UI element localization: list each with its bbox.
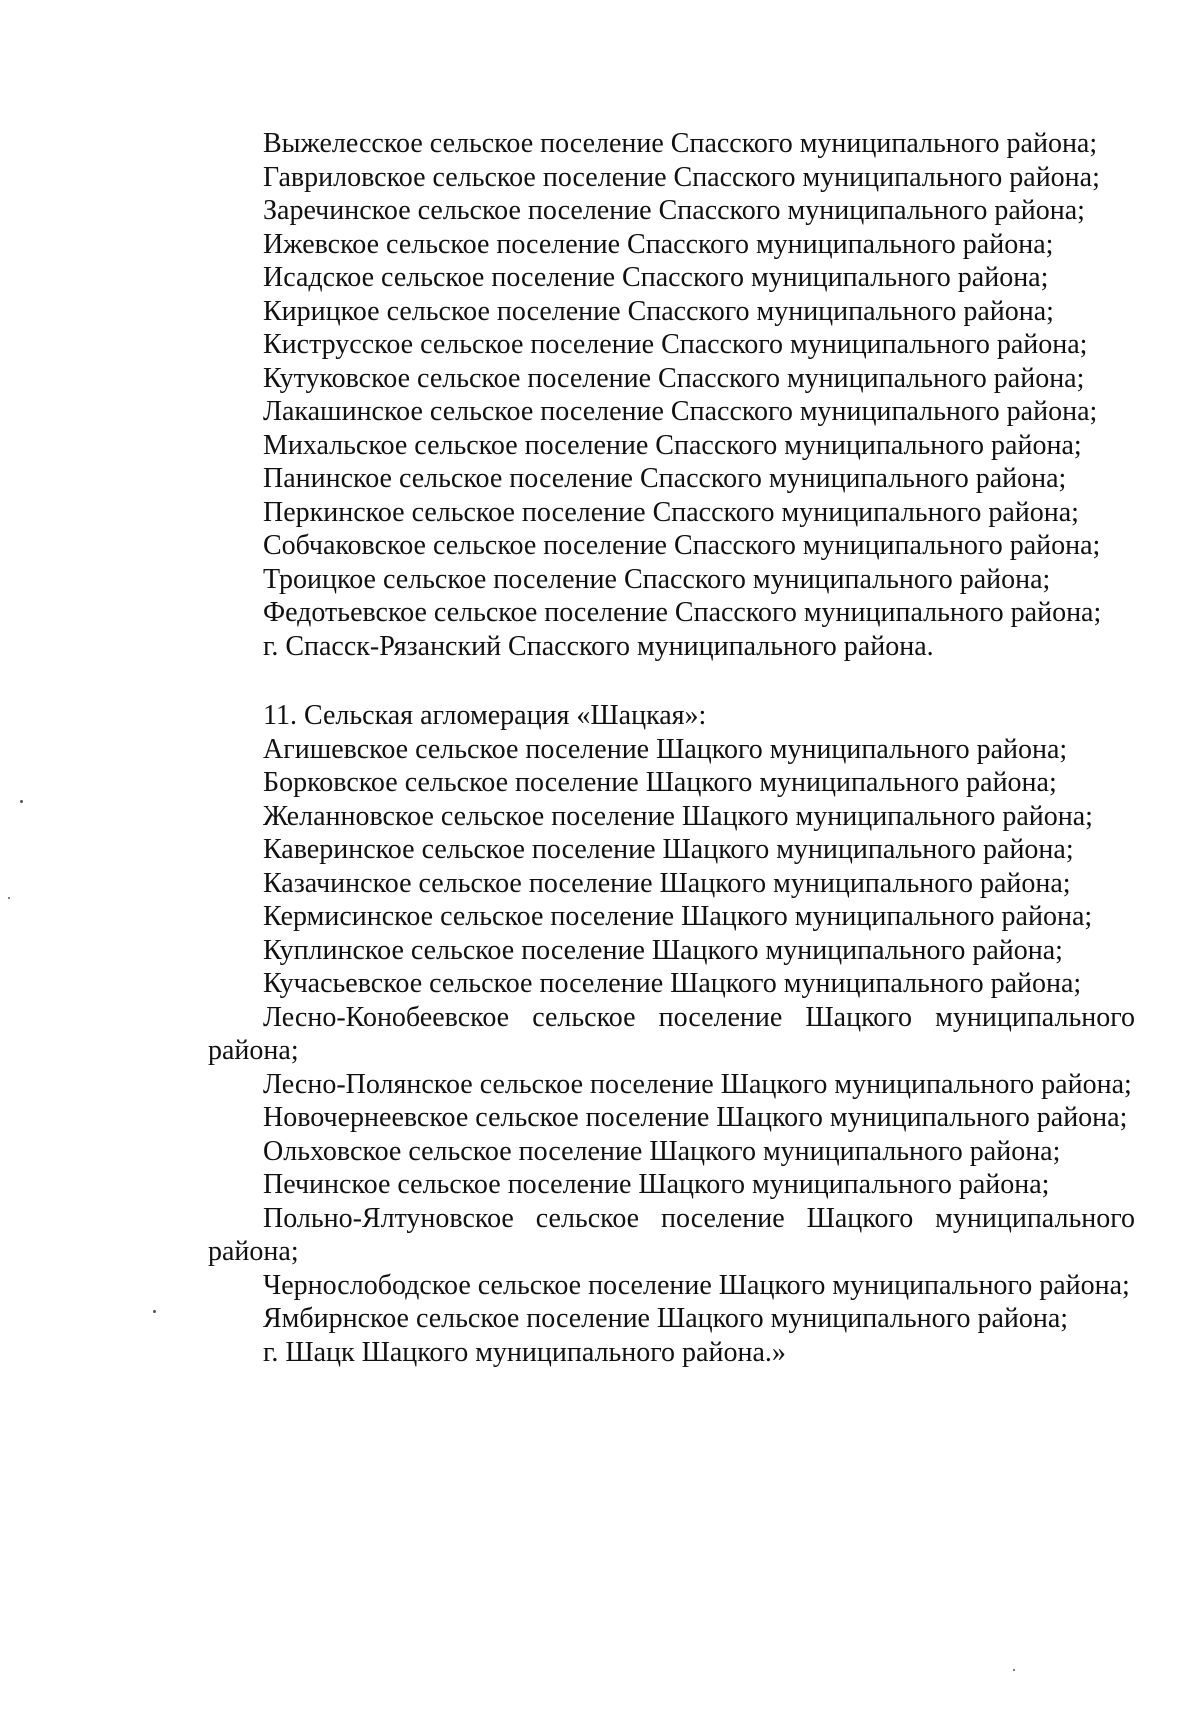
list-item: Польно-Ялтуновское сельское поселение Шацкого муниципального района; <box>208 1202 1135 1267</box>
list-item: Кирицкое сельское поселение Спасского муниципального района; <box>263 295 1054 327</box>
list-item: Кучасьевское сельское поселение Шацкого муниципального района; <box>263 968 1082 999</box>
list-item: Собчаковское сельское поселение Спасского муниципального района; <box>263 530 1101 561</box>
list-item: Троицкое сельское поселение Спасского муниципального района; <box>263 563 1051 595</box>
list-item: Куплинское сельское поселение Шацкого муниципального района; <box>263 934 1063 966</box>
shatsk-agglomeration-section <box>208 699 1135 1369</box>
scan-speck <box>1013 1669 1015 1671</box>
scan-speck <box>8 897 10 899</box>
list-item: Михальское сельское поселение Спасского муниципального района; <box>263 429 1082 461</box>
list-item: Каверинское сельское поселение Шацкого муниципального района; <box>263 834 1074 865</box>
list-item: Ижевское сельское поселение Спасского муниципального района; <box>263 228 1054 260</box>
list-item: Заречинское сельское поселение Спасского муниципального района; <box>263 195 1085 226</box>
list-item: Лесно-Полянское сельское поселение Шацкого муниципального района; <box>263 1068 1132 1100</box>
list-item: Желанновское сельское поселение Шацкого муниципального района; <box>263 800 1093 832</box>
list-item: Агишевское сельское поселение Шацкого муниципального района; <box>263 733 1068 765</box>
list-item: г. Шацк Шацкого муниципального района.» <box>263 1336 786 1368</box>
list-item: Ямбирнское сельское поселение Шацкого муниципального района; <box>263 1303 1069 1334</box>
list-item: Новочернеевское сельское поселение Шацкого муниципального района; <box>263 1102 1128 1133</box>
spassk-settlements-list <box>208 127 1135 663</box>
list-item: г. Спасск-Рязанский Спасского муниципального района. <box>263 630 934 662</box>
list-item: Перкинское сельское поселение Спасского муниципального района; <box>263 496 1079 528</box>
list-item: Казачинское сельское поселение Шацкого муниципального района; <box>263 867 1071 899</box>
list-item: Выжелесское сельское поселение Спасского муниципального района; <box>263 128 1098 159</box>
list-item: Киструсское сельское поселение Спасского муниципального района; <box>263 329 1088 360</box>
list-item: Кермисинское сельское поселение Шацкого муниципального района; <box>263 901 1093 932</box>
list-item: Ольховское сельское поселение Шацкого муниципального района; <box>263 1135 1061 1167</box>
list-item: Кутуковское сельское поселение Спасского муниципального района; <box>263 362 1085 394</box>
list-item: Печинское сельское поселение Шацкого муниципального района; <box>263 1169 1050 1200</box>
section-heading: 11. Сельская агломерация «Шацкая»: <box>263 700 707 731</box>
list-item: Федотьевское сельское поселение Спасского муниципального района; <box>263 597 1102 628</box>
list-item: Лесно-Конобеевское сельское поселение Шацкого муниципального района; <box>208 1001 1135 1066</box>
list-item: Панинское сельское поселение Спасского муниципального района; <box>263 463 1067 494</box>
list-item: Исадское сельское поселение Спасского муниципального района; <box>263 262 1049 293</box>
list-item: Гавриловское сельское поселение Спасского муниципального района; <box>263 161 1100 193</box>
list-item: Борковское сельское поселение Шацкого муниципального района; <box>263 767 1057 798</box>
scan-speck <box>20 800 23 803</box>
list-item: Чернослободское сельское поселение Шацкого муниципального района; <box>263 1269 1130 1301</box>
scan-speck <box>153 1310 156 1313</box>
list-item: Лакашинское сельское поселение Спасского муниципального района; <box>263 396 1098 427</box>
